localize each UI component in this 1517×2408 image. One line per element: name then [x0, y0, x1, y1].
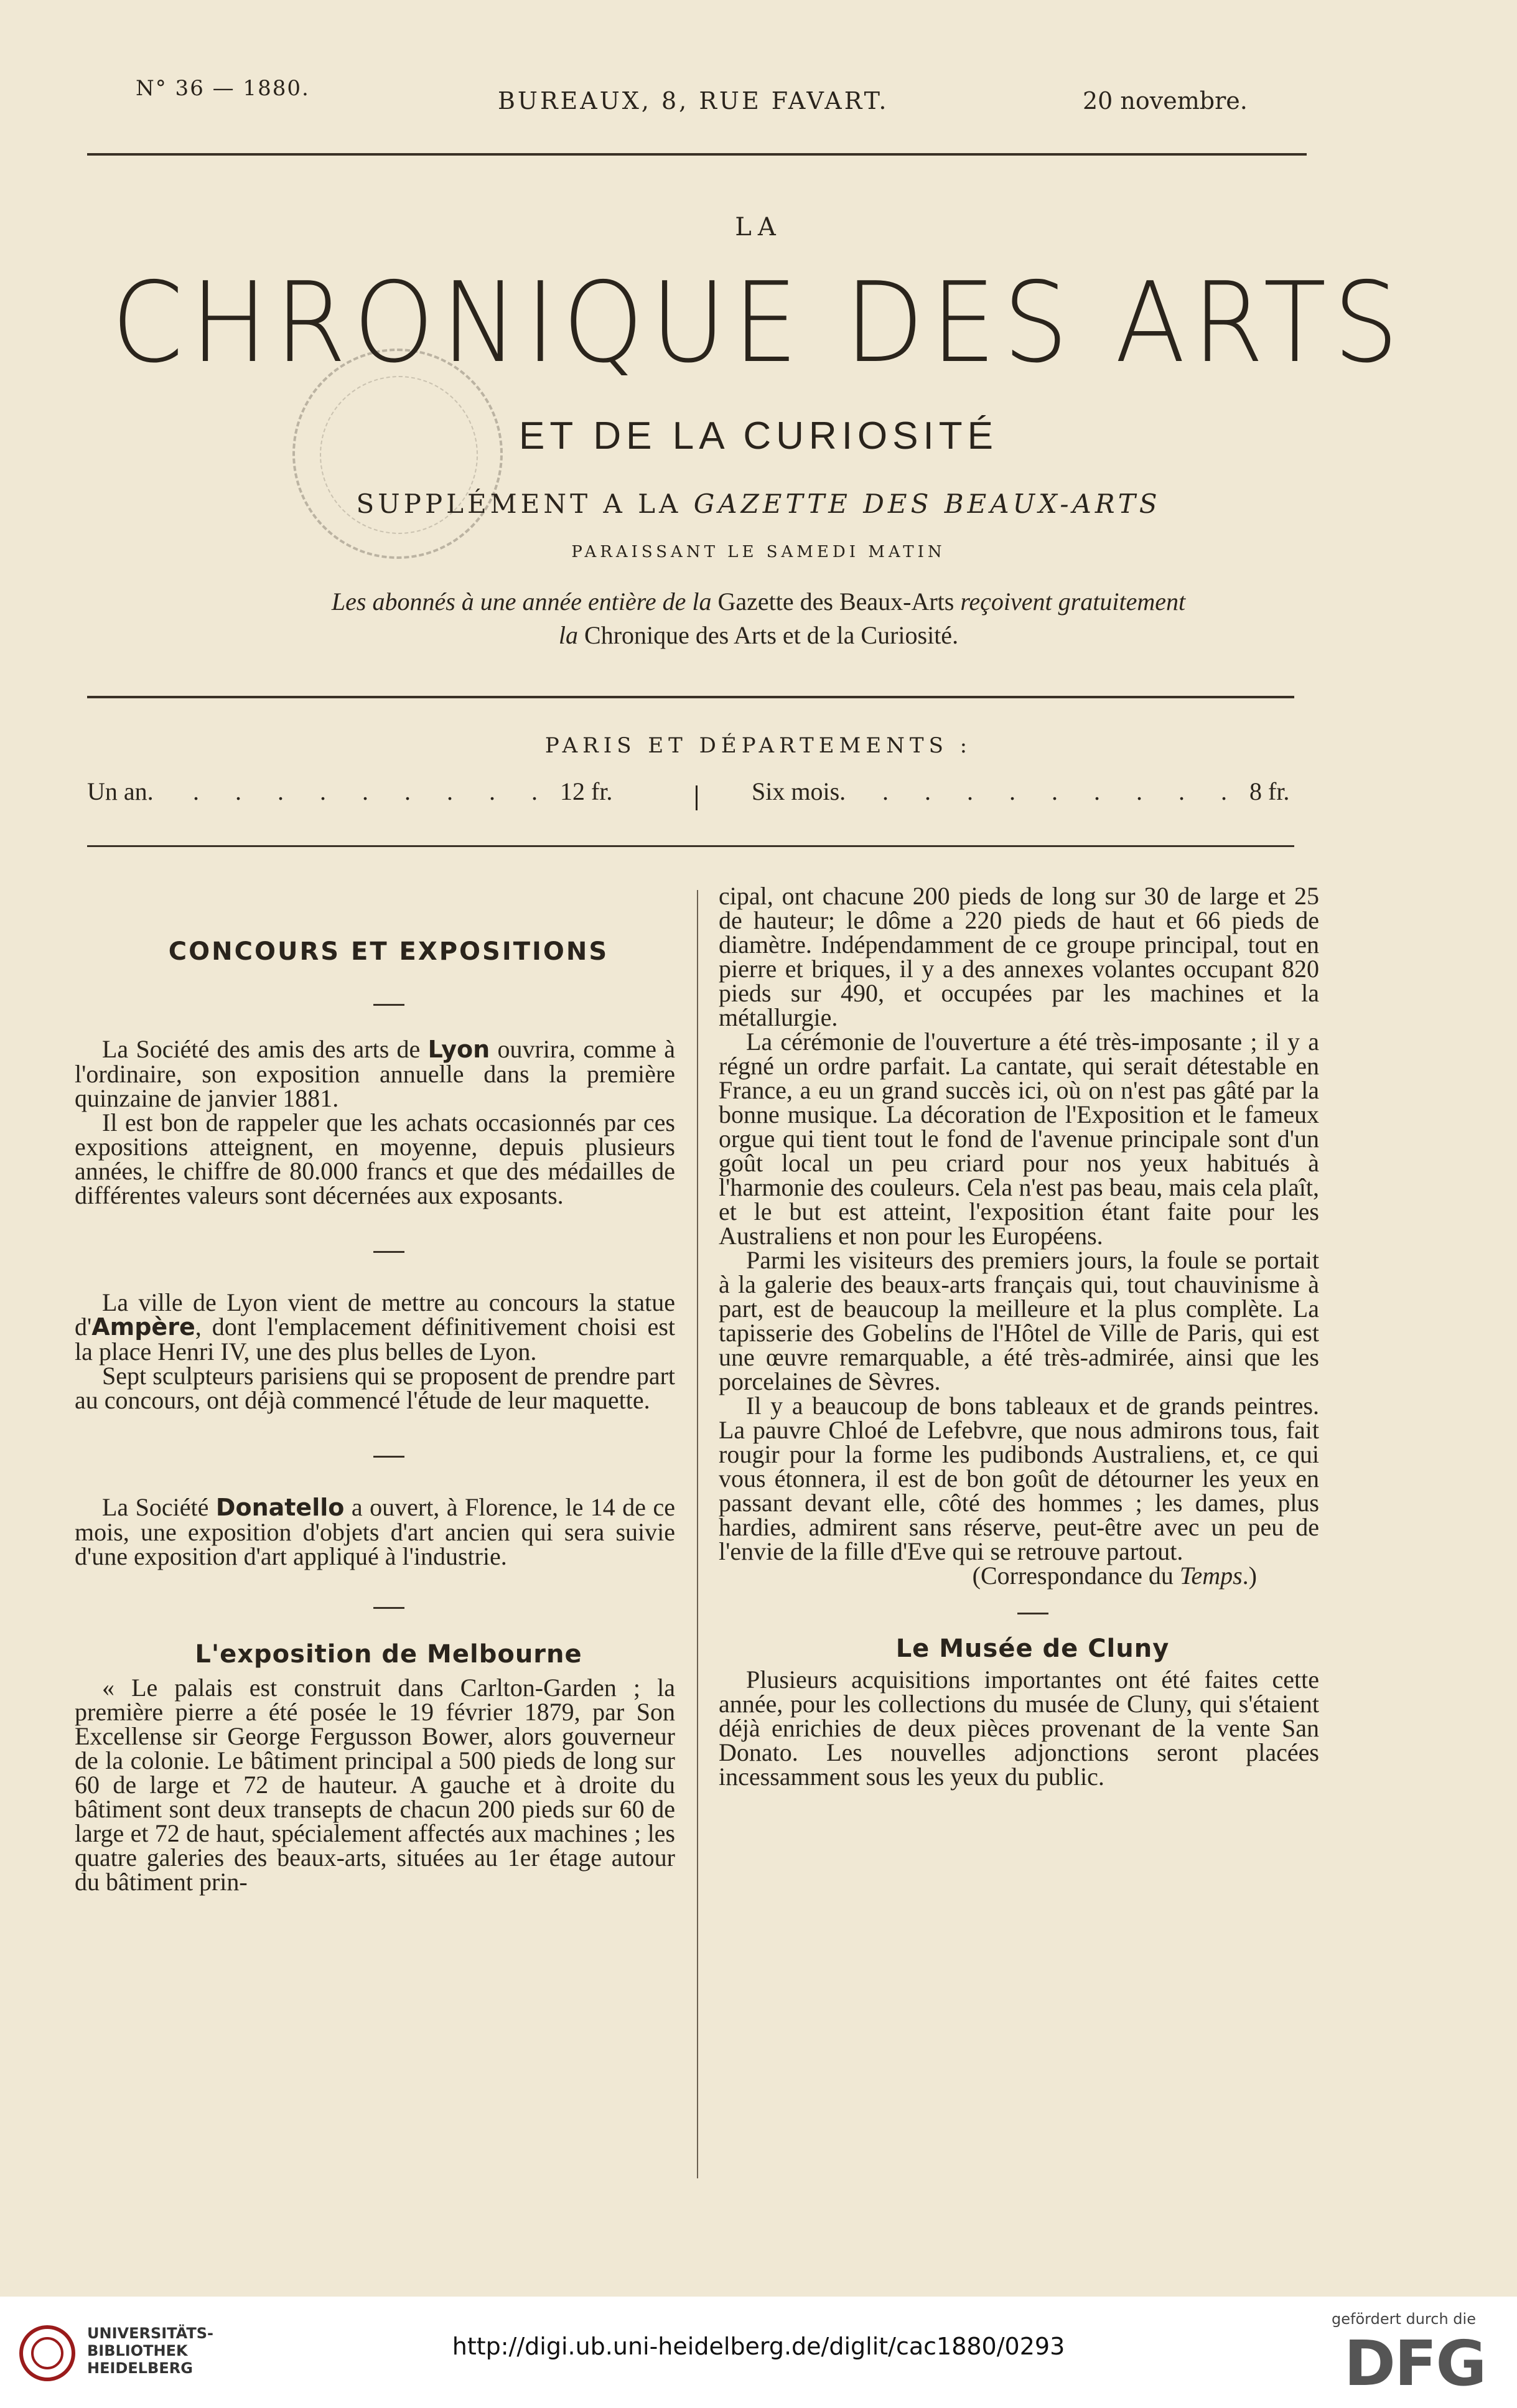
paragraph: La cérémonie de l'ouverture a été très-imposante ; il y a régné un ordre parfait. La cantate, qui serait détestable en France, a eu un grand succès ici, où on n'est pas gâté par la bonne musique. La décoration de l'Exposition et le fameux orgue qui tient tout le fond de l'avenue principale sont d'un goût local un peu criard pour nos yeux habitués à l'harmonie des couleurs. Cela n'est pas beau, mais cela plaît, et le but est atteint, l'exposition étant faite pour les Australiens et non pour les Européens. [719, 1028, 1319, 1250]
paragraph: Il y a beaucoup de bons tableaux et de grands peintres. La pauvre Chloé de Lefebvre, que nous admirons tous, fait rougir pour la forme les pudibonds Australiens, et, ce qui vous étonnera, il est de bon goût de détourner les yeux en passant devant elle, côté des hommes ; les dames, plus hardies, admirent sans réserve, peut-être avec un peu de l'envie de la fille d'Eve qui se retrouve partout. [719, 1392, 1319, 1565]
masthead-rule [87, 696, 1294, 698]
paragraph: Il est bon de rappeler que les achats occasionnés par ces expositions atteignent, en moyenne, depuis plusieurs années, le chiffre de 80.000 francs et que des médailles de différentes valeurs sont décernées aux exposants. [75, 1108, 675, 1209]
paragraph: Sept sculpteurs parisiens qui se proposent de prendre part au concours, ont déjà commencé l'étude de leur maquette. [75, 1362, 675, 1414]
separator-dash [719, 1599, 1319, 1623]
dfg-logo: DFG [1344, 2327, 1486, 2400]
section-heading-cluny: Le Musée de Cluny [895, 1634, 1170, 1663]
subscription-heading: PARIS ET DÉPARTEMENTS : [544, 733, 973, 758]
paragraph: La Société des amis des arts de Lyon ouvrira, comme à l'ordinaire, son exposition annuelle dans la première quinzaine de janvier 1881. [75, 1035, 675, 1112]
left-column [75, 871, 675, 1894]
paragraph: « Le palais est construit dans Carlton-Garden ; la première pierre a été posée le 19 février 1879, par Son Excellense sir George Fergusson Bower, alors gouverneur de la colonie. Le bâtiment principal a 500 pieds de long sur 60 de large et 72 de hauteur. A gauche et à droite du bâtiment sont deux transepts de chacun 200 pieds sur 60 de large et 72 de haut, spécialement affectés aux machines ; les quatre galeries des beaux-arts, situées au 1er étage autour du bâtiment prin- [75, 1674, 675, 1896]
paragraph: Parmi les visiteurs des premiers jours, la foule se portait à la galerie des beaux-arts français qui, tout chauvinisme à part, est de beaucoup la meilleure et la plus complète. La tapisserie des Gobelins de l'Hôtel de Ville de Paris, qui est une œuvre remarquable, a été très-admirée, ainsi que les porcelaines de Sèvres. [719, 1246, 1319, 1395]
office-address: BUREAUX, 8, RUE FAVART. [498, 87, 889, 115]
price-half-year: Six mois. . . . . . . . . . 8 fr. [752, 777, 1290, 805]
paragraph: cipal, ont chacune 200 pieds de long sur 30 de large et 25 de hauteur; le dôme a 220 pieds de haut et 66 pieds de diamètre. Indépendamment de ce groupe principal, tout en pierre et briques, il y a des annexes volantes occupant 820 pieds sur 490, et occupées par les machines et la métallurgie. [719, 882, 1319, 1031]
subscriber-note: Les abonnés à une année entière de la Gazette des Beaux-Arts reçoivent gratuitement la Chronique des Arts et de la Curiosité. [331, 588, 1186, 649]
column-divider [697, 890, 698, 2178]
subscription-rule [87, 845, 1294, 847]
funding-note: gefördert durch die [1332, 2310, 1476, 2328]
permalink[interactable]: http://digi.ub.uni-heidelberg.de/diglit/cac1880/0293 [452, 2333, 1065, 2360]
supplement-line: SUPPLÉMENT A LA GAZETTE DES BEAUX-ARTS [356, 489, 1161, 519]
masthead-article: LA [735, 213, 782, 241]
publication-schedule: PARAISSANT LE SAMEDI MATIN [571, 543, 946, 561]
separator-dash [75, 990, 675, 1014]
issue-date: 20 novembre. [1083, 87, 1248, 115]
price-separator [696, 785, 698, 810]
paragraph: La Société Donatello a ouvert, à Florence, le 14 de ce mois, une exposition d'objets d'art ancien qui sera suivie d'une exposition d'art appliqué à l'industrie. [75, 1493, 676, 1570]
right-column [719, 884, 1319, 1789]
paragraph: Plusieurs acquisitions importantes ont été faites cette année, pour les collections du musée de Cluny, qui s'étaient déjà enrichies de deux pièces provenant de la vente San Donato. Les nouvelles adjonctions seront placées incessamment sous les yeux du public. [719, 1665, 1319, 1791]
masthead-subtitle: ET DE LA CURIOSITÉ [519, 415, 998, 457]
paragraph: La ville de Lyon vient de mettre au concours la statue d'Ampère, dont l'emplacement définitivement choisi est la place Henri IV, une des plus belles de Lyon. [75, 1288, 675, 1366]
separator-dash [75, 1593, 675, 1618]
section-heading-melbourne: L'exposition de Melbourne [195, 1640, 582, 1669]
masthead-title: CHRONIQUE DES ARTS [111, 258, 1406, 387]
library-name: UNIVERSITÄTS- BIBLIOTHEK HEIDELBERG [87, 2325, 214, 2377]
separator-dash [75, 1237, 675, 1262]
issue-number: N° 36 — 1880. [136, 76, 310, 101]
header-rule [87, 153, 1307, 156]
separator-dash [75, 1442, 675, 1466]
source-attribution: (Correspondance du Temps.) [972, 1562, 1257, 1590]
price-year: Un an. . . . . . . . . . 12 fr. [87, 777, 613, 805]
section-heading-concours: CONCOURS ET EXPOSITIONS [168, 937, 609, 966]
